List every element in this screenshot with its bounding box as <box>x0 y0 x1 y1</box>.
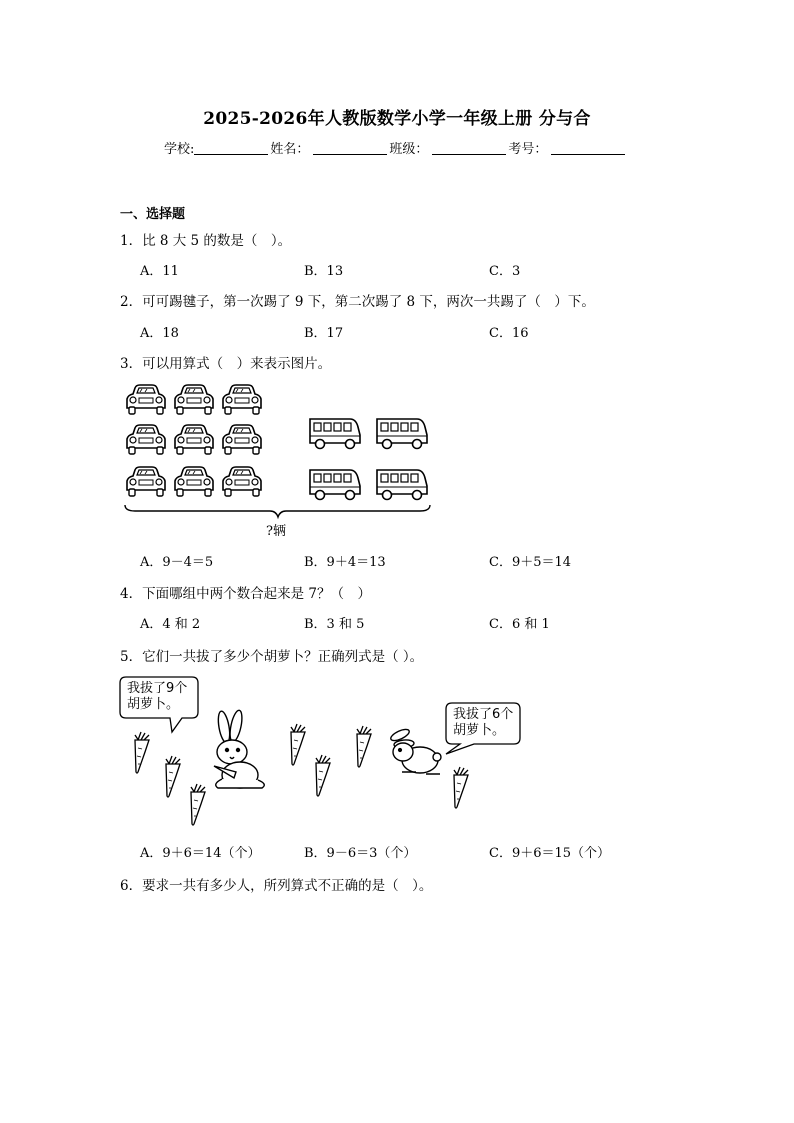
exam-no-label: 考号： <box>508 142 548 157</box>
carrot-icon <box>316 755 330 796</box>
carrot-icon <box>454 767 468 808</box>
school-label: 学校: <box>164 142 195 157</box>
question-2: 2．可可踢毽子，第一次踢了 9 下，第二次踢了 8 下，两次一共踢了（ ）下。 <box>120 294 595 310</box>
carrot-icon <box>357 726 371 767</box>
question-4: 4．下面哪组中两个数合起来是 7？（ ） <box>120 586 371 602</box>
left-bubble-line-2: 胡萝卜。 <box>127 697 180 712</box>
q1-option-b[interactable]: B．13 <box>304 264 344 279</box>
question-1: 1．比 8 大 5 的数是（ ）。 <box>120 233 292 249</box>
left-bubble-line-1: 我拔了9个 <box>127 681 188 696</box>
carrot-icon-group <box>135 724 468 825</box>
q4-option-b[interactable]: B．3 和 5 <box>304 617 365 632</box>
right-bubble-line-2: 胡萝卜。 <box>453 723 506 738</box>
q2-option-c[interactable]: C．16 <box>489 326 529 341</box>
name-label: 姓名： <box>270 142 310 157</box>
q1-option-c[interactable]: C．3 <box>489 264 521 279</box>
right-bubble-line-1: 我拔了6个 <box>453 707 514 722</box>
class-label: 班级： <box>389 142 429 157</box>
q4-option-c[interactable]: C．6 和 1 <box>489 617 550 632</box>
question-5: 5．它们一共拔了多少个胡萝卜？正确列式是（ ）。 <box>120 649 424 665</box>
q1-option-a[interactable]: A．11 <box>140 264 179 279</box>
question-6: 6．要求一共有多少人，所列算式不正确的是（ ）。 <box>120 878 433 894</box>
page-title: 2025-2026年人教版数学小学一年级上册 分与合 <box>203 109 591 129</box>
q5-option-c[interactable]: C．9＋6＝15（个） <box>489 846 611 861</box>
q3-option-b[interactable]: B．9＋4＝13 <box>304 555 386 570</box>
q5-option-b[interactable]: B．9－6＝3（个） <box>304 846 417 861</box>
q3-option-c[interactable]: C．9＋5＝14 <box>489 555 572 570</box>
total-vehicles-label: ?辆 <box>266 524 286 539</box>
left-bubble-text <box>127 681 187 713</box>
question-3: 3．可以用算式（ ）来表示图片。 <box>120 356 332 372</box>
q2-option-a[interactable]: A．18 <box>140 326 179 341</box>
section-title: 一、选择题 <box>120 207 186 222</box>
big-rabbit-icon <box>214 709 264 788</box>
q2-option-b[interactable]: B．17 <box>304 326 344 341</box>
carrot-icon <box>191 784 205 825</box>
carrot-icon <box>291 724 305 765</box>
q5-option-a[interactable]: A．9＋6＝14（个） <box>140 846 261 861</box>
carrot-icon <box>135 732 149 773</box>
carrot-icon <box>166 756 180 797</box>
q4-option-a[interactable]: A．4 和 2 <box>140 617 201 632</box>
right-bubble-text <box>453 707 513 739</box>
q3-option-a[interactable]: A．9－4＝5 <box>140 555 214 570</box>
small-rabbit-icon <box>389 727 441 774</box>
